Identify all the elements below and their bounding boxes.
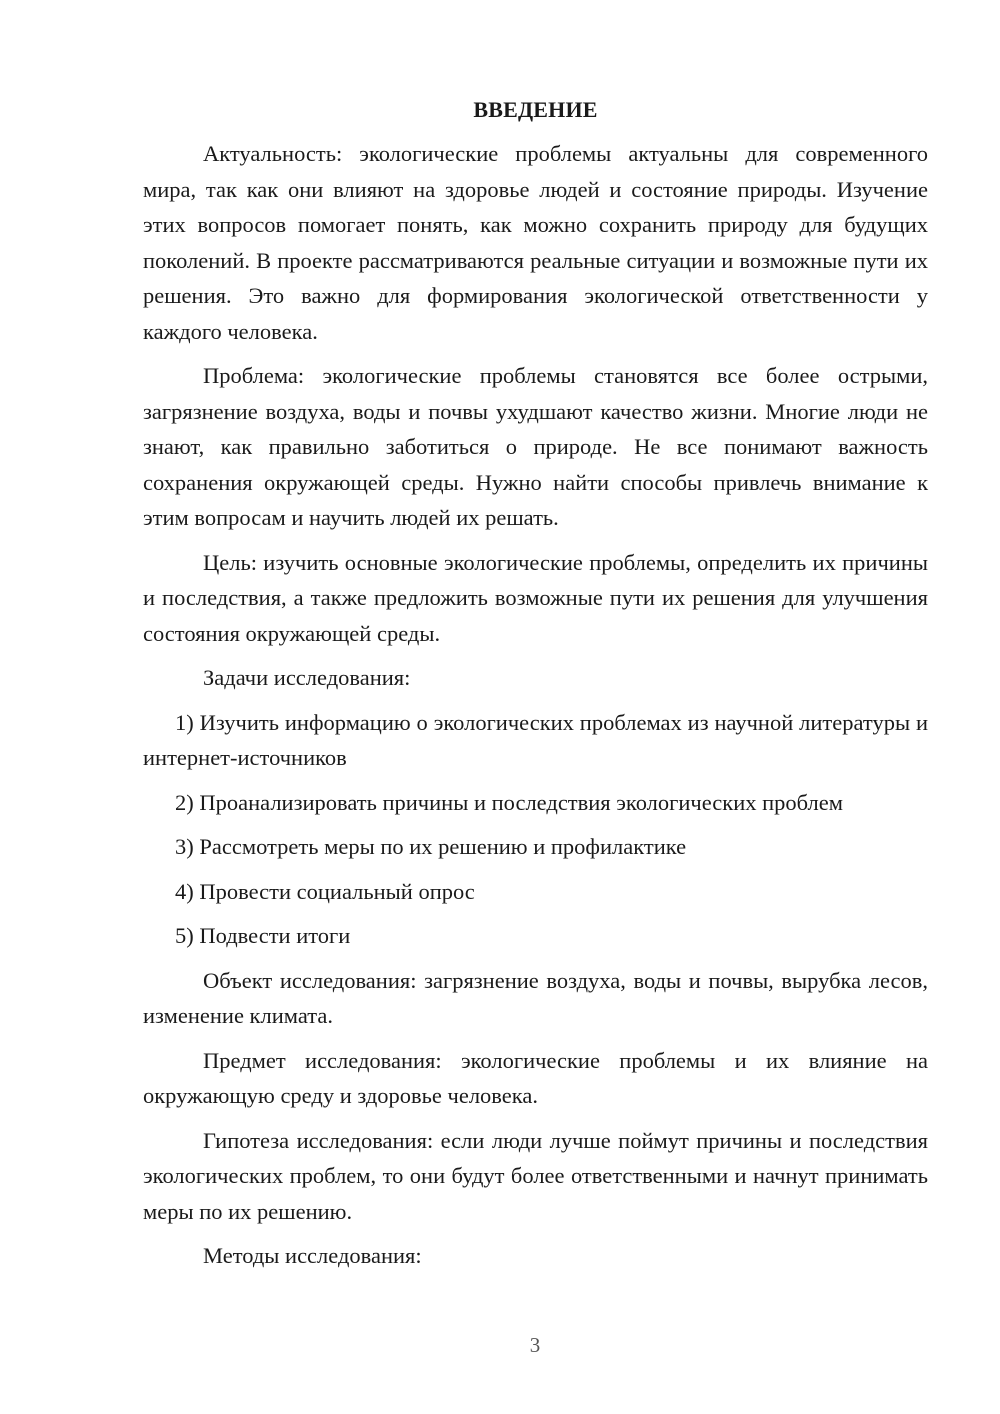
goal-paragraph: Цель: изучить основные экологические проблемы, определить их причины и последствия, а также предложить возможные пути их решения для улучшения состояния окружающей среды. — [143, 549, 928, 646]
page-title: ВВЕДЕНИЕ — [473, 97, 598, 122]
page-number: 3 — [529, 1333, 541, 1357]
task-item-5: 5) Подвести итоги — [175, 923, 351, 948]
document-page — [143, 92, 928, 1274]
problem-paragraph: Проблема: экологические проблемы становятся все более острыми, загрязнение воздуха, воды и почвы ухудшают качество жизни. Многие люди не знают, как правильно заботиться о природе. Не все понимают важность сохранения окружающей среды. Нужно найти способы привлечь внимание к этим вопросам и научить людей их решать. — [143, 363, 928, 530]
task-item-2: 2) Проанализировать причины и последствия экологических проблем — [175, 789, 844, 815]
hypothesis-paragraph: Гипотеза исследования: если люди лучше поймут причины и последствия экологических проблем, то они будут более ответственными и начнут принимать меры по их решению. — [143, 1127, 928, 1224]
methods-heading: Методы исследования: — [203, 1243, 422, 1268]
object-paragraph: Объект исследования: загрязнение воздуха, воды и почвы, вырубка лесов, изменение климата. — [143, 967, 928, 1028]
subject-paragraph: Предмет исследования: экологические проблемы и их влияние на окружающую среду и здоровье человека. — [143, 1047, 928, 1108]
task-item-3: 3) Рассмотреть меры по их решению и профилактике — [175, 834, 687, 859]
task-item-4: 4) Провести социальный опрос — [175, 878, 475, 904]
relevance-paragraph: Актуальность: экологические проблемы актуальны для современного мира, так как они влияют на здоровье людей и состояние природы. Изучение этих вопросов помогает понять, как можно сохранить природу для будущих поколений. В проекте рассматриваются реальные ситуации и возможные пути их решения. Это важно для формирования экологической ответственности у каждого человека. — [143, 141, 928, 344]
tasks-heading: Задачи исследования: — [203, 665, 411, 690]
task-item-1: 1) Изучить информацию о экологических проблемах из научной литературы и интернет-источников — [143, 709, 928, 770]
